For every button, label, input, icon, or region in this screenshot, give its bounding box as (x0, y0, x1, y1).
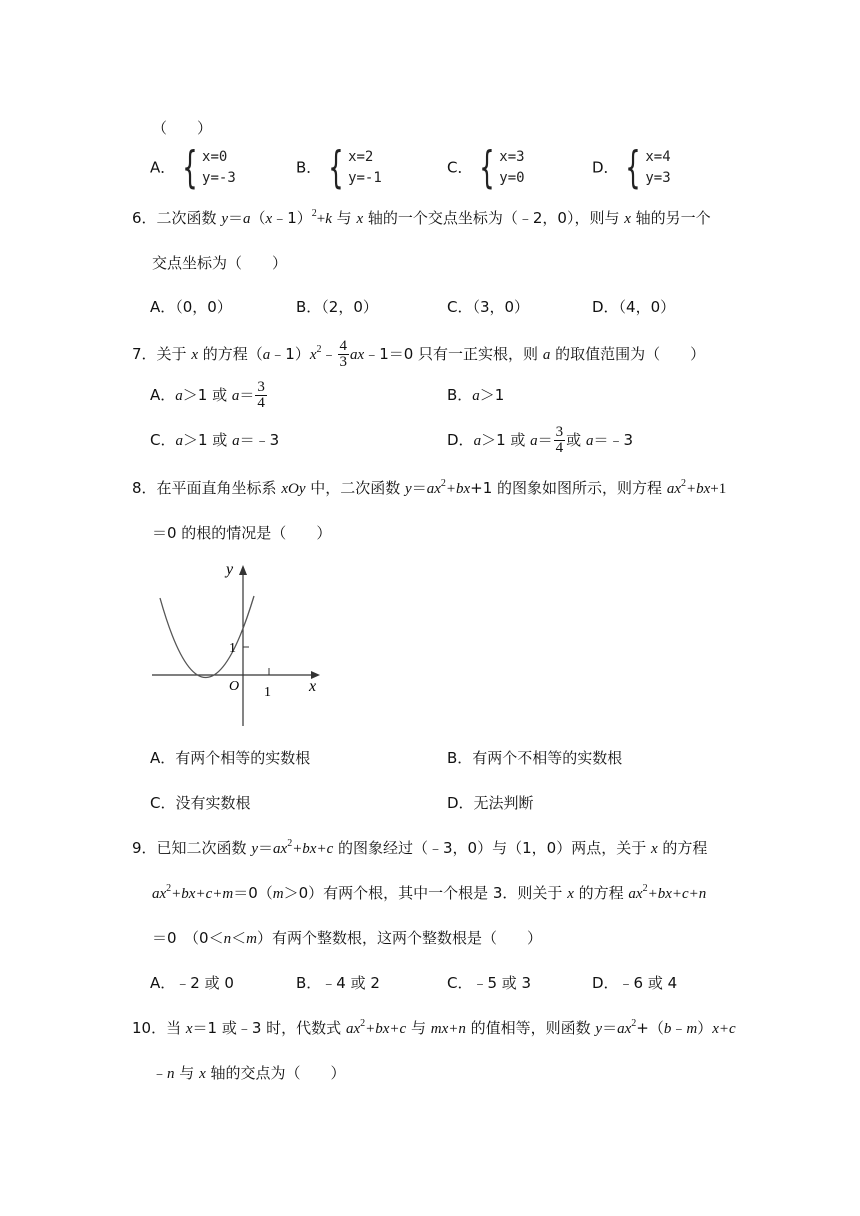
var: m (686, 1021, 698, 1037)
q9-stem-line3 (152, 928, 542, 949)
var: m (272, 886, 284, 902)
exponent: 2 (287, 838, 293, 849)
exponent: 2 (631, 1018, 637, 1029)
var: n (167, 1066, 175, 1082)
var: +bx (686, 481, 711, 497)
var: mx+n (430, 1021, 466, 1037)
parabola-graph (148, 558, 328, 728)
var: y (595, 1021, 603, 1037)
var: +bx+c+m (171, 886, 234, 902)
var: x (185, 1021, 193, 1037)
q6-stem-line1 (132, 208, 711, 229)
var: a (175, 388, 183, 404)
q9-option-c[interactable]: C．﹣5 或 3 (447, 974, 532, 992)
x-tick-label: 1 (264, 685, 271, 700)
option-label: C． (447, 158, 473, 177)
var: a (232, 433, 240, 449)
q9-option-d[interactable]: D．﹣6 或 4 (592, 974, 678, 992)
q5-option-b[interactable] (296, 142, 382, 193)
var: ax (666, 481, 681, 497)
left-brace-icon: { (328, 142, 344, 193)
text: ＝1 或﹣3 时，代数式 (192, 1019, 346, 1037)
q8-option-b[interactable]: B．有两个不相等的实数根 (447, 749, 623, 767)
system-line: x=0 (202, 149, 228, 165)
option-label: D． (592, 158, 619, 177)
var: ax (628, 886, 643, 902)
text: 轴的一个交点坐标为（﹣2，0），则与 (363, 209, 625, 227)
text: ＞1 或 (182, 431, 233, 449)
option-label: A． (150, 158, 176, 177)
var: a (231, 388, 240, 404)
text: ＞1 或 (182, 386, 232, 404)
var: a (472, 388, 480, 404)
text: ﹣1） (270, 345, 310, 363)
numerator: 3 (257, 379, 265, 395)
text: 与 (174, 1064, 200, 1082)
q8-stem-line1 (132, 478, 726, 499)
var: ax (426, 481, 441, 497)
denominator: 3 (339, 354, 348, 370)
question-number: 8． (132, 479, 157, 497)
var: k (325, 211, 332, 227)
parabola-curve (160, 596, 254, 678)
exponent: 2 (642, 883, 648, 894)
system-line: y=-1 (348, 170, 382, 186)
text: ）有两个整数根，这两个整数根是（ ） (256, 929, 542, 947)
var: +bx+c (292, 841, 334, 857)
var: y (251, 841, 258, 857)
text: 已知二次函数 (156, 839, 252, 857)
var: x (624, 211, 631, 227)
question-number: 10． (132, 1019, 167, 1037)
system-line: x=3 (499, 149, 525, 165)
var: x (191, 347, 198, 363)
system-line: x=4 (645, 149, 671, 165)
exponent: 2 (440, 478, 446, 489)
equation-system (180, 142, 236, 193)
var: ax (273, 841, 288, 857)
q7-option-b[interactable] (447, 385, 504, 406)
var: a (243, 211, 251, 227)
q6-stem-line2: 交点坐标为（ ） (152, 254, 288, 272)
text: 的图象经过（﹣3，0）与（1，0）两点，关于 (333, 839, 651, 857)
equation-system (326, 142, 382, 193)
text: 轴的交点为（ ） (205, 1064, 346, 1082)
denominator: 4 (257, 395, 265, 411)
q8-option-c[interactable]: C．没有实数根 (150, 794, 251, 812)
q8-option-d[interactable]: D．无法判断 (447, 794, 534, 812)
q9-option-a[interactable]: A．﹣2 或 0 (150, 974, 234, 992)
system-line: x=2 (348, 149, 374, 165)
var: y (221, 211, 228, 227)
text: ﹣ (152, 1064, 168, 1082)
var: a (262, 347, 271, 363)
text: +1 (710, 481, 727, 497)
question-number: 7． (132, 345, 157, 363)
text: （ (250, 209, 266, 227)
numerator: 4 (339, 338, 348, 354)
text: + (316, 211, 326, 227)
y-tick-label: 1 (229, 641, 236, 656)
text: ＜ (231, 929, 247, 947)
q9-option-b[interactable]: B．﹣4 或 2 (296, 974, 380, 992)
q8-option-a[interactable]: A．有两个相等的实数根 (150, 749, 311, 767)
left-brace-icon: { (625, 142, 642, 193)
var: a (473, 433, 482, 449)
var: +bx+c+n (647, 886, 707, 902)
var: n (223, 931, 232, 947)
exponent: 2 (681, 478, 686, 489)
text: +1 的图象如图所示，则方程 (470, 479, 667, 497)
option-label: B． (296, 158, 322, 177)
var: x (309, 347, 317, 363)
var: a (175, 433, 183, 449)
numerator: 3 (555, 424, 564, 440)
text: 的方程 (573, 884, 629, 902)
q9-stem-line1 (132, 838, 707, 859)
text: ＞1 (479, 386, 505, 404)
equation-system (477, 142, 525, 193)
x-axis-label: x (309, 678, 317, 695)
text: ＝ (239, 386, 255, 404)
q6-option-c[interactable]: C．（3，0） (447, 298, 530, 316)
var: m (246, 931, 257, 947)
system-line: y=3 (645, 170, 671, 186)
text: ＝ (602, 1019, 618, 1037)
var: x (199, 1066, 206, 1082)
q7-option-d[interactable] (447, 425, 633, 456)
system-line: y=-3 (202, 170, 236, 186)
var: ax (350, 347, 365, 363)
text: 轴的另一个 (630, 209, 711, 227)
var: x (356, 211, 364, 227)
text: ＝ (228, 209, 244, 227)
var: y (405, 481, 412, 497)
q10-stem-line2 (152, 1063, 346, 1084)
text: ＝﹣3 (239, 431, 280, 449)
var: ax (152, 886, 167, 902)
text: +（ (636, 1019, 664, 1037)
fraction (338, 339, 350, 370)
text: 在平面直角坐标系 (156, 479, 282, 497)
text: ＝﹣3 (593, 431, 633, 449)
var: a (585, 433, 594, 449)
text: ﹣1＝0 只有一正实根，则 (364, 345, 543, 363)
q9-stem-line2 (152, 883, 706, 904)
var: x (650, 841, 658, 857)
text: 或 (566, 431, 586, 449)
y-axis-label: y (226, 561, 234, 578)
text: ﹣ (671, 1019, 687, 1037)
y-axis-arrow-icon (239, 565, 247, 575)
q6-option-b[interactable]: B．（2，0） (296, 298, 378, 316)
q8-stem-line2: ＝0 的根的情况是（ ） (152, 524, 332, 542)
text: 关于 (156, 345, 192, 363)
q5-option-a[interactable] (150, 142, 236, 193)
var: ax (345, 1021, 361, 1037)
q5-answer-paren: （ ） (152, 119, 213, 137)
text: 与 (331, 209, 357, 227)
option-label: C． (150, 431, 176, 449)
question-number: 6． (132, 209, 157, 227)
q10-stem-line1 (132, 1018, 736, 1039)
var: ax (617, 1021, 632, 1037)
text: ＝ (258, 839, 274, 857)
q5-option-d[interactable] (592, 142, 671, 193)
q7-option-a[interactable] (150, 380, 268, 411)
var: x (265, 211, 273, 227)
text: ﹣ (321, 345, 337, 363)
option-label: D． (447, 431, 474, 449)
text: 的值相等，则函数 (465, 1019, 596, 1037)
question-number: 9． (132, 839, 157, 857)
var: x (567, 886, 574, 902)
text: 中，二次函数 (305, 479, 406, 497)
exponent: 2 (316, 344, 322, 355)
text: ） (697, 1019, 713, 1037)
var: xOy (281, 481, 306, 497)
fraction (255, 380, 267, 411)
q7-stem (132, 339, 705, 370)
option-label: B． (447, 386, 473, 404)
text: ＞0）有两个根，其中一个根是 3．则关于 (283, 884, 568, 902)
fraction (554, 425, 566, 456)
exponent: 2 (311, 208, 317, 219)
q6-option-a[interactable]: A．（0，0） (150, 298, 232, 316)
left-brace-icon: { (182, 142, 198, 193)
origin-label: O (229, 679, 240, 694)
text: 当 (166, 1019, 186, 1037)
exponent: 2 (166, 883, 172, 894)
text: 二次函数 (156, 209, 222, 227)
text: ＞1 或 (481, 431, 531, 449)
q5-option-c[interactable] (447, 142, 525, 193)
var: b (663, 1021, 672, 1037)
text: ＝0（ (233, 884, 273, 902)
var: a (530, 433, 538, 449)
q6-option-d[interactable]: D．（4，0） (592, 298, 676, 316)
equation-system (623, 142, 671, 193)
text: ﹣1） (272, 209, 312, 227)
var: +bx+c (365, 1021, 407, 1037)
system-line: y=0 (499, 170, 525, 186)
var: x+c (712, 1021, 736, 1037)
text: ＝ (537, 431, 553, 449)
text: ＝ (411, 479, 427, 497)
option-label: A． (150, 386, 176, 404)
left-brace-icon: { (479, 142, 495, 193)
text: 的方程（ (198, 345, 263, 363)
text: 与 (406, 1019, 431, 1037)
denominator: 4 (555, 440, 564, 456)
var: +bx (445, 481, 471, 497)
q7-option-c[interactable] (150, 430, 279, 451)
text: 的取值范围为（ ） (550, 345, 706, 363)
var: a (542, 347, 551, 363)
text: ＝0 （0＜ (152, 929, 224, 947)
text: 的方程 (657, 839, 708, 857)
exponent: 2 (360, 1018, 366, 1029)
